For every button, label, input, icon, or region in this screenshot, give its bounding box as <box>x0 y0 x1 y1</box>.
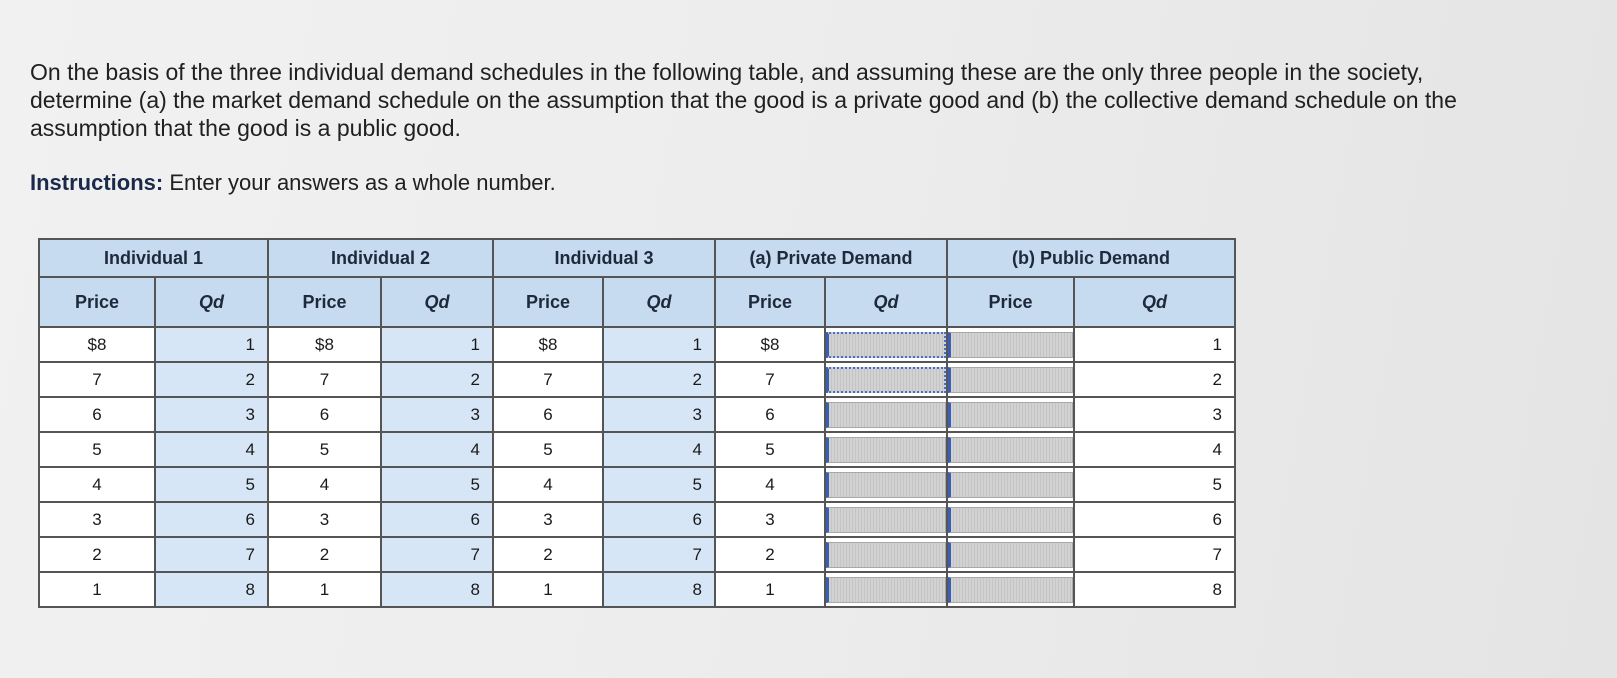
private-qd-input[interactable] <box>826 577 946 603</box>
table-row <box>39 537 1235 572</box>
price-cell: 2 <box>39 537 155 572</box>
public-price-input[interactable] <box>948 402 1073 428</box>
group-private-demand: (a) Private Demand <box>715 239 947 277</box>
price-cell: 5 <box>39 432 155 467</box>
private-qd-input[interactable] <box>826 437 946 463</box>
public-price-cell <box>947 362 1074 397</box>
qd-cell: 1 <box>381 327 493 362</box>
sub-header-row <box>39 277 1235 327</box>
qd-cell: 7 <box>603 537 715 572</box>
private-qd-cell <box>825 537 947 572</box>
price-cell: 5 <box>268 432 381 467</box>
table-row <box>39 397 1235 432</box>
header-price: Price <box>39 277 155 327</box>
price-cell: 6 <box>268 397 381 432</box>
public-price-input[interactable] <box>948 507 1073 533</box>
private-qd-input[interactable] <box>826 507 946 533</box>
qd-cell: 1 <box>1074 327 1235 362</box>
public-price-input[interactable] <box>948 577 1073 603</box>
public-price-input[interactable] <box>948 367 1073 393</box>
header-qd: Qd <box>825 277 947 327</box>
header-price: Price <box>715 277 825 327</box>
qd-cell: 3 <box>603 397 715 432</box>
price-cell: 7 <box>268 362 381 397</box>
public-price-cell <box>947 467 1074 502</box>
price-cell: 4 <box>268 467 381 502</box>
group-public-demand: (b) Public Demand <box>947 239 1235 277</box>
private-qd-cell <box>825 362 947 397</box>
qd-cell: 4 <box>155 432 268 467</box>
private-qd-cell <box>825 432 947 467</box>
instructions-text: Enter your answers as a whole number. <box>163 170 556 195</box>
qd-cell: 2 <box>155 362 268 397</box>
demand-table <box>38 238 1236 608</box>
price-cell: $8 <box>715 327 825 362</box>
table-row <box>39 327 1235 362</box>
price-cell: 2 <box>715 537 825 572</box>
price-cell: 1 <box>715 572 825 607</box>
table-row <box>39 502 1235 537</box>
qd-cell: 4 <box>1074 432 1235 467</box>
table-row <box>39 572 1235 607</box>
qd-cell: 5 <box>381 467 493 502</box>
qd-cell: 1 <box>603 327 715 362</box>
group-individual-3: Individual 3 <box>493 239 715 277</box>
group-individual-1: Individual 1 <box>39 239 268 277</box>
qd-cell: 8 <box>155 572 268 607</box>
qd-cell: 2 <box>381 362 493 397</box>
private-qd-input[interactable] <box>826 332 946 358</box>
qd-cell: 7 <box>1074 537 1235 572</box>
qd-cell: 4 <box>603 432 715 467</box>
public-price-input[interactable] <box>948 542 1073 568</box>
price-cell: 4 <box>493 467 603 502</box>
qd-cell: 6 <box>1074 502 1235 537</box>
price-cell: 3 <box>268 502 381 537</box>
header-price: Price <box>493 277 603 327</box>
price-cell: 7 <box>715 362 825 397</box>
private-qd-input[interactable] <box>826 367 946 393</box>
price-cell: 1 <box>493 572 603 607</box>
public-price-cell <box>947 572 1074 607</box>
private-qd-input[interactable] <box>826 402 946 428</box>
price-cell: 6 <box>39 397 155 432</box>
qd-cell: 6 <box>603 502 715 537</box>
private-qd-cell <box>825 502 947 537</box>
public-price-cell <box>947 397 1074 432</box>
public-price-input[interactable] <box>948 332 1073 358</box>
price-cell: 4 <box>39 467 155 502</box>
qd-cell: 6 <box>381 502 493 537</box>
table-row <box>39 362 1235 397</box>
qd-cell: 5 <box>1074 467 1235 502</box>
qd-cell: 8 <box>381 572 493 607</box>
public-price-input[interactable] <box>948 472 1073 498</box>
price-cell: 3 <box>493 502 603 537</box>
price-cell: 5 <box>715 432 825 467</box>
group-header-row <box>39 239 1235 277</box>
private-qd-input[interactable] <box>826 542 946 568</box>
qd-cell: 4 <box>381 432 493 467</box>
public-price-cell <box>947 327 1074 362</box>
price-cell: 6 <box>493 397 603 432</box>
qd-cell: 3 <box>155 397 268 432</box>
qd-cell: 2 <box>603 362 715 397</box>
price-cell: $8 <box>268 327 381 362</box>
qd-cell: 5 <box>155 467 268 502</box>
price-cell: 3 <box>715 502 825 537</box>
header-qd: Qd <box>155 277 268 327</box>
qd-cell: 3 <box>381 397 493 432</box>
private-qd-cell <box>825 572 947 607</box>
header-qd: Qd <box>1074 277 1235 327</box>
private-qd-cell <box>825 327 947 362</box>
private-qd-cell <box>825 397 947 432</box>
public-price-cell <box>947 502 1074 537</box>
qd-cell: 2 <box>1074 362 1235 397</box>
table-row <box>39 467 1235 502</box>
price-cell: 5 <box>493 432 603 467</box>
table-row <box>39 432 1235 467</box>
public-price-cell <box>947 432 1074 467</box>
public-price-input[interactable] <box>948 437 1073 463</box>
price-cell: 3 <box>39 502 155 537</box>
price-cell: 4 <box>715 467 825 502</box>
price-cell: 1 <box>39 572 155 607</box>
price-cell: 6 <box>715 397 825 432</box>
price-cell: 2 <box>268 537 381 572</box>
private-qd-cell <box>825 467 947 502</box>
header-price: Price <box>268 277 381 327</box>
qd-cell: 3 <box>1074 397 1235 432</box>
qd-cell: 7 <box>381 537 493 572</box>
qd-cell: 8 <box>1074 572 1235 607</box>
private-qd-input[interactable] <box>826 472 946 498</box>
qd-cell: 5 <box>603 467 715 502</box>
instructions-label: Instructions: <box>30 170 164 195</box>
price-cell: 7 <box>493 362 603 397</box>
qd-cell: 7 <box>155 537 268 572</box>
price-cell: 2 <box>493 537 603 572</box>
group-individual-2: Individual 2 <box>268 239 493 277</box>
header-qd: Qd <box>603 277 715 327</box>
header-qd: Qd <box>381 277 493 327</box>
price-cell: $8 <box>39 327 155 362</box>
price-cell: $8 <box>493 327 603 362</box>
qd-cell: 6 <box>155 502 268 537</box>
public-price-cell <box>947 537 1074 572</box>
price-cell: 7 <box>39 362 155 397</box>
price-cell: 1 <box>268 572 381 607</box>
qd-cell: 1 <box>155 327 268 362</box>
instructions <box>30 170 556 196</box>
qd-cell: 8 <box>603 572 715 607</box>
question-text: On the basis of the three individual demand schedules in the following table, and assuming these are the only three people in the society, determine (a) the market demand schedule on the assumption that the good is a private good and (b) the collective demand schedule on the assumption that the good is a public good. <box>30 59 1457 141</box>
header-price: Price <box>947 277 1074 327</box>
